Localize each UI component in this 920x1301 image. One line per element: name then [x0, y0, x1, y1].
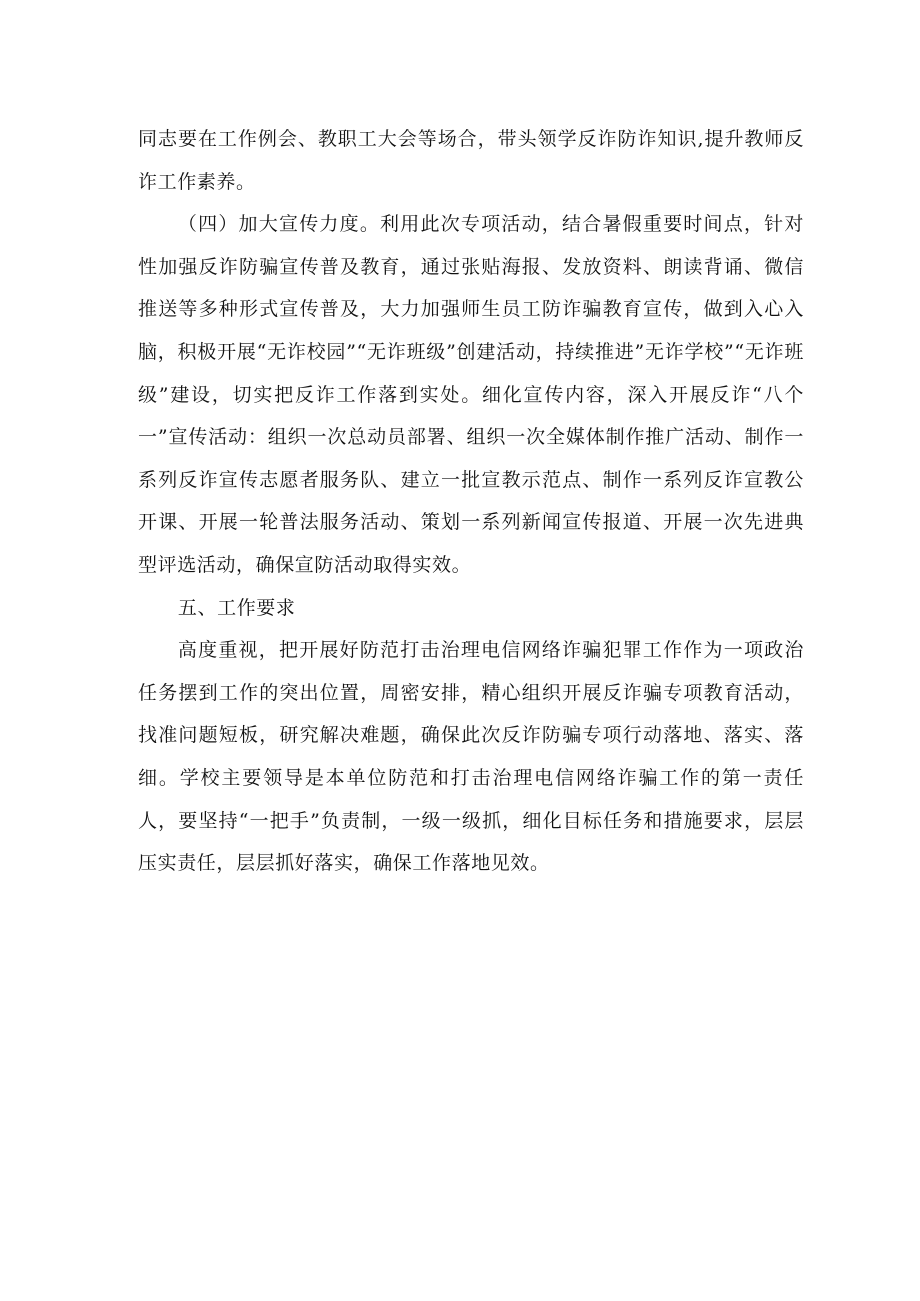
section-heading-work-requirements: 五、工作要求 — [177, 596, 296, 619]
paragraph-continuation: 同志要在工作例会、教职工大会等场合，带头领学反诈防诈知识,提升教师反诈工作素养。 — [138, 128, 804, 193]
document-body — [138, 118, 804, 885]
paragraph-requirements: 高度重视，把开展好防范打击治理电信网络诈骗犯罪工作作为一项政治任务摆到工作的突出位置，周密安排，精心组织开展反诈骗专项教育活动，找准问题短板，研究解决难题，确保此次反诈防骗专项行动落地、落实、落细。学校主要领导是本单位防范和打击治理电信网络诈骗工作的第一责任人，要坚持“一把手”负责制，一级一级抓，细化目标任务和措施要求，层层压实责任，层层抓好落实，确保工作落地见效。 — [138, 639, 804, 875]
paragraph-publicity: （四）加大宣传力度。利用此次专项活动，结合暑假重要时间点，针对性加强反诈防骗宣传普及教育，通过张贴海报、发放资料、朗读背诵、微信推送等多种形式宣传普及，大力加强师生员工防诈骗教育宣传，做到入心入脑，积极开展“无诈校园”“无诈班级”创建活动，持续推进”无诈学校”“无诈班级”建设，切实把反诈工作落到实处。细化宣传内容，深入开展反诈“八个一”宣传活动：组织一次总动员部署、组织一次全媒体制作推广活动、制作一系列反诈宣传志愿者服务队、建立一批宣教示范点、制作一系列反诈宣教公开课、开展一轮普法服务活动、策划一系列新闻宣传报道、开展一次先进典型评选活动，确保宣防活动取得实效。 — [138, 213, 804, 576]
